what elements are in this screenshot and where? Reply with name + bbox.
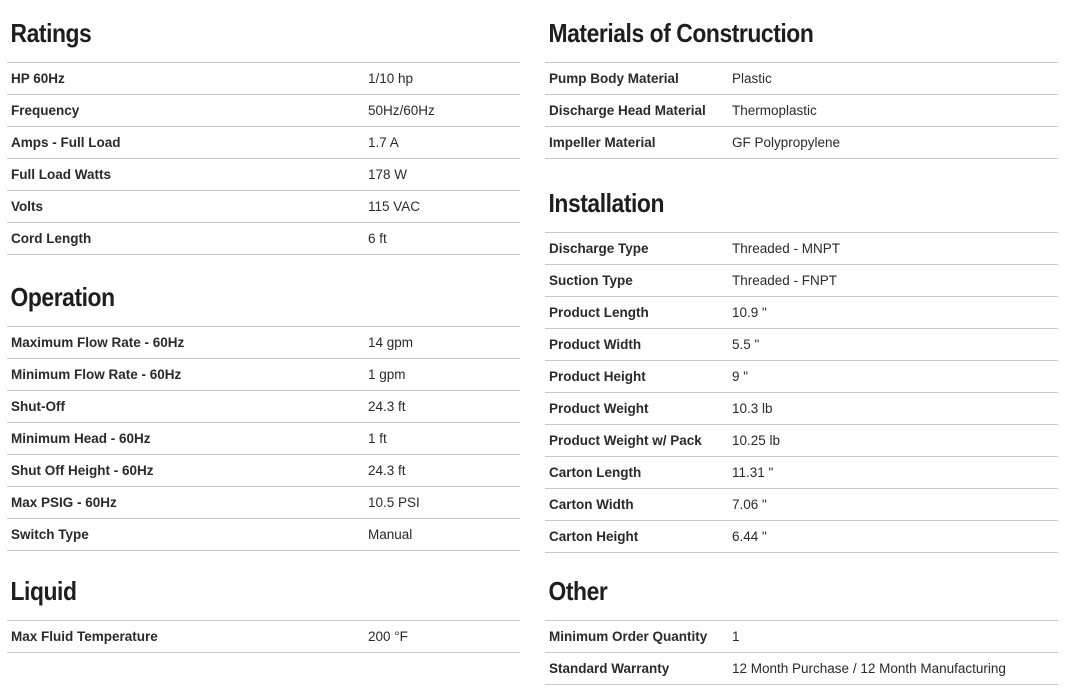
spec-label: Maximum Flow Rate - 60Hz bbox=[11, 335, 185, 350]
operation-table bbox=[7, 326, 520, 551]
spec-row bbox=[7, 455, 520, 487]
liquid-section bbox=[7, 558, 520, 653]
spec-label: Pump Body Material bbox=[549, 71, 679, 86]
spec-row bbox=[7, 63, 520, 95]
installation-section bbox=[545, 170, 1058, 553]
spec-row bbox=[7, 127, 520, 159]
spec-value: 50Hz/60Hz bbox=[368, 103, 435, 118]
spec-label: Switch Type bbox=[11, 527, 89, 542]
spec-value: Thermoplastic bbox=[732, 103, 817, 118]
spec-row bbox=[7, 327, 520, 359]
spec-row bbox=[7, 519, 520, 551]
spec-label: Cord Length bbox=[11, 231, 92, 246]
spec-value: 1 bbox=[732, 629, 740, 644]
ratings-section bbox=[7, 0, 520, 255]
spec-value: 200 °F bbox=[368, 629, 408, 644]
operation-section bbox=[7, 264, 520, 551]
spec-value: 14 gpm bbox=[368, 335, 414, 350]
spec-value: 10.3 lb bbox=[732, 401, 773, 416]
section-title-other: Other bbox=[548, 576, 608, 606]
spec-label: Amps - Full Load bbox=[11, 135, 121, 150]
spec-row bbox=[545, 521, 1058, 553]
spec-value: GF Polypropylene bbox=[732, 135, 841, 150]
section-title-materials: Materials of Construction bbox=[548, 18, 814, 48]
spec-label: Shut Off Height - 60Hz bbox=[11, 463, 154, 478]
spec-row bbox=[545, 393, 1058, 425]
spec-value: 12 Month Purchase / 12 Month Manufacturing bbox=[732, 661, 1006, 676]
spec-value: Plastic bbox=[732, 71, 772, 86]
other-table bbox=[545, 620, 1058, 685]
spec-row bbox=[7, 223, 520, 255]
spec-label: Minimum Flow Rate - 60Hz bbox=[11, 367, 182, 382]
spec-value: 9 " bbox=[732, 369, 749, 384]
spec-value: 1.7 A bbox=[368, 135, 399, 150]
spec-row bbox=[545, 63, 1058, 95]
spec-value: 178 W bbox=[368, 167, 408, 182]
spec-label: Carton Width bbox=[549, 497, 634, 512]
spec-label: Max PSIG - 60Hz bbox=[11, 495, 117, 510]
spec-value: 10.9 " bbox=[732, 305, 767, 320]
other-section bbox=[545, 558, 1058, 685]
spec-label: Minimum Order Quantity bbox=[549, 629, 708, 644]
spec-label: Suction Type bbox=[549, 273, 633, 288]
spec-value: 7.06 " bbox=[732, 497, 767, 512]
spec-value: 24.3 ft bbox=[368, 463, 406, 478]
spec-label: Product Height bbox=[549, 369, 646, 384]
spec-label: Carton Length bbox=[549, 465, 642, 480]
section-title-installation: Installation bbox=[548, 188, 665, 218]
spec-value: 115 VAC bbox=[368, 199, 421, 214]
spec-label: Product Length bbox=[549, 305, 649, 320]
section-title-liquid: Liquid bbox=[10, 576, 77, 606]
spec-label: Shut-Off bbox=[11, 399, 65, 414]
spec-label: Standard Warranty bbox=[549, 661, 670, 676]
liquid-table bbox=[7, 620, 520, 653]
spec-row bbox=[545, 329, 1058, 361]
spec-label: Frequency bbox=[11, 103, 80, 118]
spec-row bbox=[545, 95, 1058, 127]
spec-label: Max Fluid Temperature bbox=[11, 629, 158, 644]
spec-row bbox=[7, 487, 520, 519]
spec-value: 24.3 ft bbox=[368, 399, 406, 414]
section-title-operation: Operation bbox=[10, 282, 115, 312]
section-title-ratings: Ratings bbox=[10, 18, 92, 48]
spec-row bbox=[545, 361, 1058, 393]
spec-value: 10.25 lb bbox=[732, 433, 781, 448]
spec-row bbox=[7, 359, 520, 391]
spec-label: Carton Height bbox=[549, 529, 639, 544]
spec-row bbox=[545, 425, 1058, 457]
spec-value: 6.44 " bbox=[732, 529, 767, 544]
spec-label: Product Weight bbox=[549, 401, 649, 416]
spec-value: 5.5 " bbox=[732, 337, 760, 352]
spec-label: Minimum Head - 60Hz bbox=[11, 431, 151, 446]
spec-value: 1 gpm bbox=[368, 367, 406, 382]
spec-label: Impeller Material bbox=[549, 135, 656, 150]
spec-label: Discharge Type bbox=[549, 241, 649, 256]
spec-row bbox=[7, 391, 520, 423]
spec-row bbox=[7, 191, 520, 223]
spec-value: Threaded - MNPT bbox=[732, 241, 841, 256]
spec-row bbox=[7, 423, 520, 455]
spec-row bbox=[545, 489, 1058, 521]
spec-value: 1 ft bbox=[368, 431, 387, 446]
spec-value: 10.5 PSI bbox=[368, 495, 420, 510]
spec-row bbox=[7, 95, 520, 127]
spec-label: Product Weight w/ Pack bbox=[549, 433, 702, 448]
spec-value: 1/10 hp bbox=[368, 71, 414, 86]
spec-label: Discharge Head Material bbox=[549, 103, 706, 118]
spec-row bbox=[545, 127, 1058, 159]
spec-label: Volts bbox=[11, 199, 44, 214]
spec-label: Full Load Watts bbox=[11, 167, 111, 182]
spec-row bbox=[7, 159, 520, 191]
spec-row bbox=[545, 297, 1058, 329]
spec-value: 6 ft bbox=[368, 231, 387, 246]
spec-value: Threaded - FNPT bbox=[732, 273, 838, 288]
spec-row bbox=[545, 653, 1058, 685]
spec-row bbox=[545, 233, 1058, 265]
spec-row bbox=[7, 621, 520, 653]
materials-table bbox=[545, 62, 1058, 159]
spec-value: 11.31 " bbox=[732, 465, 774, 480]
materials-section bbox=[545, 0, 1058, 159]
spec-label: Product Width bbox=[549, 337, 642, 352]
spec-row bbox=[545, 621, 1058, 653]
spec-row bbox=[545, 265, 1058, 297]
spec-row bbox=[545, 457, 1058, 489]
spec-value: Manual bbox=[368, 527, 413, 542]
spec-label: HP 60Hz bbox=[11, 71, 65, 86]
ratings-table bbox=[7, 62, 520, 255]
installation-table bbox=[545, 232, 1058, 553]
